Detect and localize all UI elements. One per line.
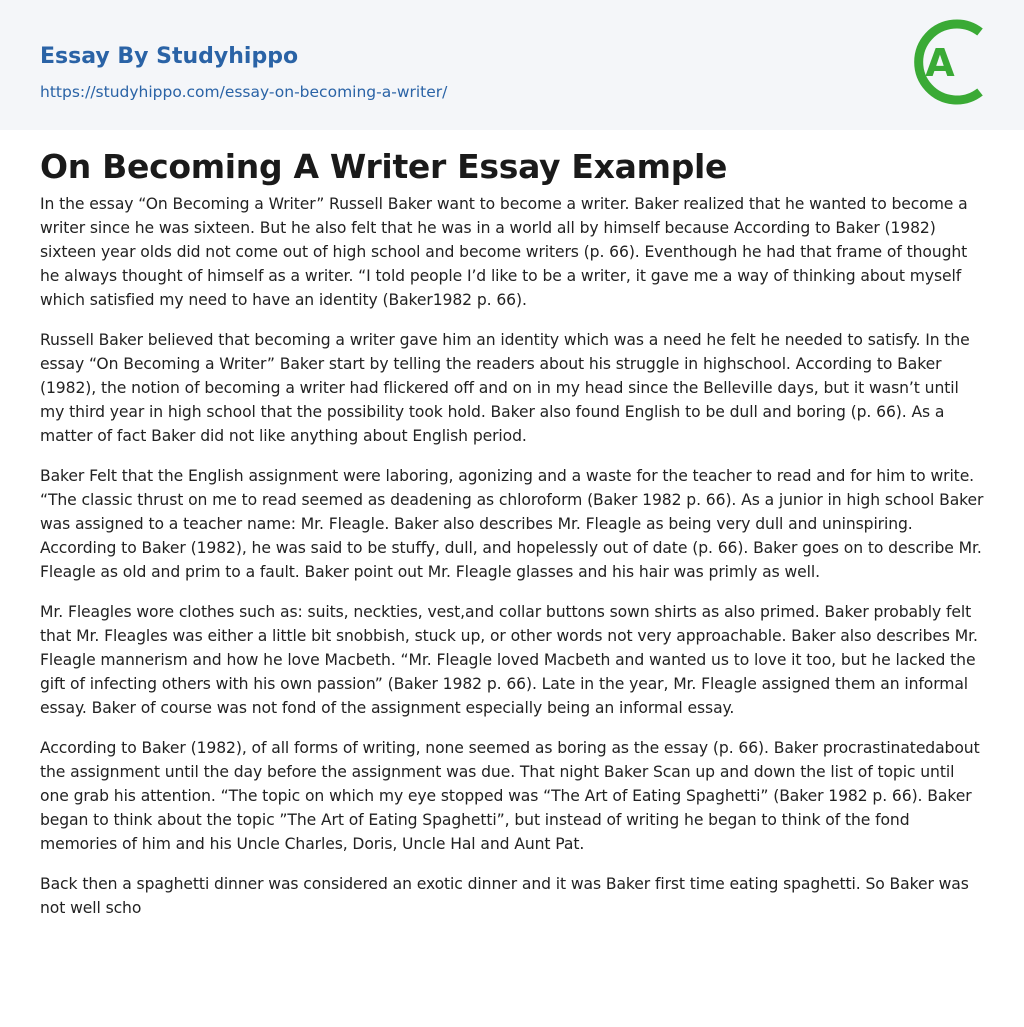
article-paragraph: According to Baker (1982), of all forms of writing, none seemed as boring as the essay (p. 66). Baker procrastinatedabout the assignment until the day before the assignment was due. That night Baker Scan up and down the list of topic until one grab his attention. “The topic on which my eye stopped was “The Art of Eating Spaghetti” (Baker 1982 p. 66). Baker began to think about the topic ”The Art of Eating Spaghetti”, but instead of writing he began to think of the fond memories of him and his Uncle Charles, Doris, Uncle Hal and Aunt Pat. — [40, 739, 980, 853]
site-brand[interactable]: Essay By Studyhippo — [40, 44, 299, 69]
article-paragraph: Back then a spaghetti dinner was considered an exotic dinner and it was Baker first time eating spaghetti. So Baker was not well scho — [40, 875, 969, 917]
site-header — [0, 0, 1024, 130]
studyhippo-logo-icon[interactable] — [912, 18, 988, 106]
article-paragraph: In the essay “On Becoming a Writer” Russell Baker want to become a writer. Baker realized that he wanted to become a writer since he was sixteen. But he also felt that he was in a world all by himself because According to Baker (1982) sixteen year olds did not come out of high school and become writers (p. 66). Eventhough he had that frame of thought he always thought of himself as a writer. “I told people I’d like to be a writer, it gave me a way of thinking about myself which satisfied my need to have an identity (Baker1982 p. 66). — [40, 195, 968, 309]
article-paragraph: Baker Felt that the English assignment were laboring, agonizing and a waste for the teacher to read and for him to write. “The classic thrust on me to read seemed as deadening as chloroform (Baker 1982 p. 66). As a junior in high school Baker was assigned to a teacher name: Mr. Fleagle. Baker also describes Mr. Fleagle as being very dull and uninspiring. According to Baker (1982), he was said to be stuffy, dull, and hopelessly out of date (p. 66). Baker goes on to describe Mr. Fleagle as old and prim to a fault. Baker point out Mr. Fleagle glasses and his hair was primly as well. — [40, 467, 984, 581]
article-paragraph: Russell Baker believed that becoming a writer gave him an identity which was a need he felt he needed to satisfy. In the essay “On Becoming a Writer” Baker start by telling the readers about his struggle in highschool. According to Baker (1982), the notion of becoming a writer had flickered off and on in my head since the Belleville days, but it wasn’t until my third year in high school that the possibility took hold. Baker also found English to be dull and boring (p. 66). As a matter of fact Baker did not like anything about English period. — [40, 331, 970, 445]
article-paragraph: Mr. Fleagles wore clothes such as: suits, neckties, vest,and collar buttons sown shirts as also primed. Baker probably felt that Mr. Fleagles was either a little bit snobbish, stuck up, or other words not very approachable. Baker also describes Mr. Fleagle mannerism and how he love Macbeth. “Mr. Fleagle loved Macbeth and wanted us to love it too, but he lacked the gift of infecting others with his own passion” (Baker 1982 p. 66). Late in the year, Mr. Fleagle assigned them an informal essay. Baker of course was not fond of the assignment especially being an informal essay. — [40, 603, 978, 717]
logo-letter: A — [925, 41, 955, 85]
article — [0, 130, 1024, 920]
page-url-link[interactable]: https://studyhippo.com/essay-on-becoming-a-writer/ — [40, 83, 448, 101]
article-title: On Becoming A Writer Essay Example — [40, 147, 728, 186]
